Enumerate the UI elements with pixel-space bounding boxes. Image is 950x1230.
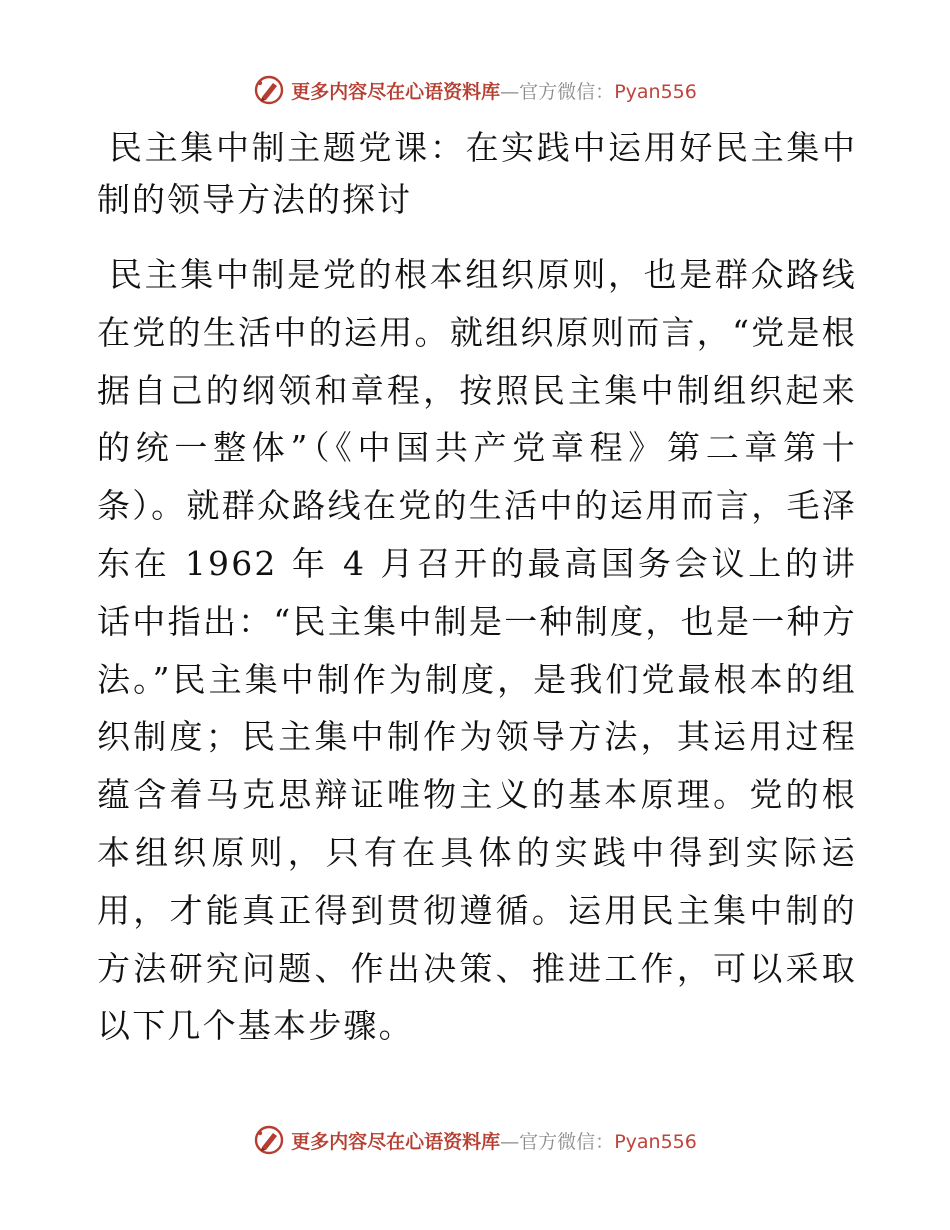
footer-brand-text: 更多内容尽在心语资料库	[291, 1130, 501, 1153]
header-banner-text	[291, 77, 697, 104]
document-title: 民主集中制主题党课：在实践中运用好民主集中制的领导方法的探讨	[97, 128, 857, 219]
footer-dash: —	[500, 1130, 520, 1153]
header-brand-text: 更多内容尽在心语资料库	[291, 80, 501, 103]
document-paragraph: 民主集中制是党的根本组织原则，也是群众路线在党的生活中的运用。就组织原则而言，“党是根据自己的纲领和章程，按照民主集中制组织起来的统一整体”（《中国共产党章程》第二章第十条）。就群众路线在党的生活中的运用而言，毛泽东在 1962 年 4 月召开的最高国务会议上的讲话中指出：“民主集中制是一种制度，也是一种方法。”民主集中制作为制度，是我们党最根本的组织制度；民主集中制作为领导方法，其运用过程蕴含着马克思辩证唯物主义的基本原理。党的根本组织原则，只有在具体的实践中得到实际运用，才能真正得到贯彻遵循。运用民主集中制的方法研究问题、作出决策、推进工作，可以采取以下几个基本步骤。	[97, 255, 857, 1046]
footer-banner	[0, 1120, 950, 1160]
header-banner	[0, 70, 950, 110]
footer-wechat-id: Pyan556	[614, 1130, 697, 1153]
header-dash: —	[500, 80, 520, 103]
header-wechat-id: Pyan556	[614, 80, 697, 103]
pen-logo-icon	[253, 1124, 285, 1156]
header-wechat-label: 官方微信：	[519, 80, 615, 103]
pen-logo-icon	[253, 74, 285, 106]
footer-wechat-label: 官方微信：	[519, 1130, 615, 1153]
footer-banner-text	[291, 1127, 697, 1154]
document-body	[97, 122, 857, 1055]
